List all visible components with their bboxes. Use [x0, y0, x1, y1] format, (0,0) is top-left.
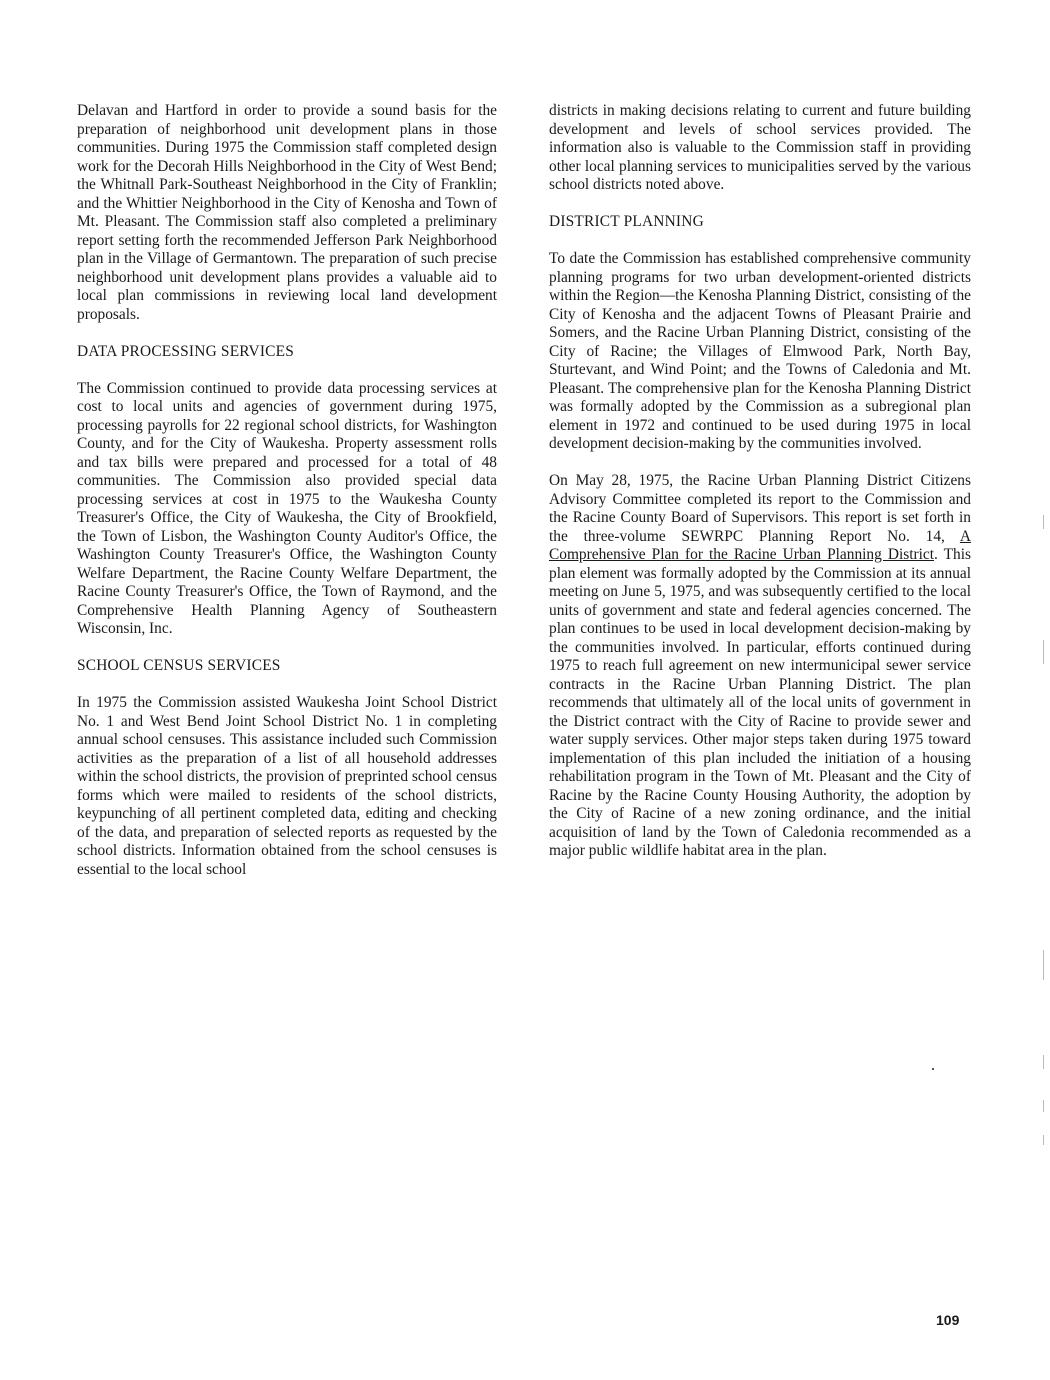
heading-school-census-services: SCHOOL CENSUS SERVICES — [77, 657, 281, 674]
scan-edge-mark — [1043, 1135, 1044, 1145]
scan-edge-mark — [1043, 1100, 1044, 1112]
left-column — [77, 102, 497, 898]
right-paragraph-racine-plan — [549, 472, 971, 861]
right-paragraph-district-planning: To date the Commission has established comprehensive community planning programs for two urban development-oriented districts within the Region—the Kenosha Planning District, consisting of the City of Kenosha and the adjacent Towns of Pleasant Prairie and Somers, and the Racine Urban Planning District, consisting of the City of Racine; the Villages of Elmwood Park, North Bay, Sturtevant, and Wind Point; and the Towns of Caledonia and Mt. Pleasant. The comprehensive plan for the Kenosha Planning District was formally adopted by the Commission as a subregional plan element in 1972 and continued to be used during 1975 in local development decision-making by the communities involved. — [549, 250, 971, 452]
heading-district-planning: DISTRICT PLANNING — [549, 213, 704, 230]
heading-data-processing-services: DATA PROCESSING SERVICES — [77, 342, 294, 360]
right-column — [549, 102, 971, 879]
scan-edge-mark — [1043, 950, 1044, 980]
scan-edge-mark — [1043, 1055, 1044, 1069]
scan-speck — [932, 1068, 934, 1070]
right-paragraph-school-districts: districts in making decisions relating to current and future building development and levels of school services provided. The information also is valuable to the Commission staff in providing other local planning services to municipalities served by the various school districts noted above. — [549, 102, 971, 193]
scan-edge-mark — [1043, 640, 1044, 664]
report-title: A Comprehensive Plan for the Racine Urban Planning District — [549, 527, 971, 563]
left-paragraph-neighborhood: Delavan and Hartford in order to provide a sound basis for the preparation of neighborhood unit development plans in those communities. During 1975 the Commission staff completed design work for the Decorah Hills Neighborhood in the City of West Bend; the Whitnall Park-Southeast Neighborhood in the City of Franklin; and the Whittier Neighborhood in the City of Kenosha and Town of Mt. Pleasant. The Commission staff also completed a preliminary report setting forth the recommended Jefferson Park Neighborhood plan in the Village of Germantown. The preparation of such precise neighborhood unit development plans provides a valuable aid to local plan commissions in reviewing local land development proposals. — [77, 102, 497, 323]
scan-edge-mark — [1043, 515, 1044, 529]
left-paragraph-data-processing: The Commission continued to provide data processing services at cost to local units and agencies of government during 1975, processing payrolls for 22 regional school districts, for Washington County, and for the City of Waukesha. Property assessment rolls and tax bills were prepared and processed for a total of 48 communities. The Commission also provided special data processing services at cost in 1975 to the Waukesha County Treasurer's Office, the City of Waukesha, the City of Brookfield, the Town of Lisbon, the Washington County Auditor's Office, the Washington County Treasurer's Office, the Washington County Welfare Department, the Racine County Welfare Department, the Racine County Treasurer's Office, the Town of Raymond, and the Comprehensive Health Planning Agency of Southeastern Wisconsin, Inc. — [77, 379, 497, 637]
racine-plan-text-start: On May 28, 1975, the Racine Urban Planning District Citizens Advisory Committee completed its report to the Commission and the Racine County Board of Supervisors. This report is set forth in the three-volume SEWRPC Planning Report No. 14, — [549, 472, 971, 545]
left-paragraph-school-census: In 1975 the Commission assisted Waukesha Joint School District No. 1 and West Bend Joint School District No. 1 in completing annual school censuses. This assistance included such Commission activities as the preparation of a list of all household addresses within the school districts, the provision of preprinted school census forms which were mailed to residents of the school districts, keypunching of all pertinent completed data, editing and checking of the data, and preparation of selected reports as requested by the school districts. Information obtained from the school censuses is essential to the local school — [77, 694, 497, 878]
racine-plan-text-end: . This plan element was formally adopted by the Commission at its annual meeting on June 5, 1975, and was subsequently certified to the local units of government and state and federal agencies concerned. The plan continues to be used in local development decision-making by the communities involved. In particular, efforts continued during 1975 to reach full agreement on new intermunicipal sewer service contracts in the Racine Urban Planning District. The plan recommends that ultimately all of the local units of government in the District contract with the City of Racine to provide sewer and water supply services. Other major steps taken during 1975 toward implementation of this plan included the initiation of a housing rehabilitation program in the Town of Mt. Pleasant and the City of Racine by the Racine County Housing Authority, the adoption by the City of Racine of a new zoning ordinance, and the initial acquisition of land by the Town of Caledonia recommended as a major public wildlife habitat area in the plan. — [549, 546, 971, 859]
page-number: 109 — [936, 1312, 960, 1328]
